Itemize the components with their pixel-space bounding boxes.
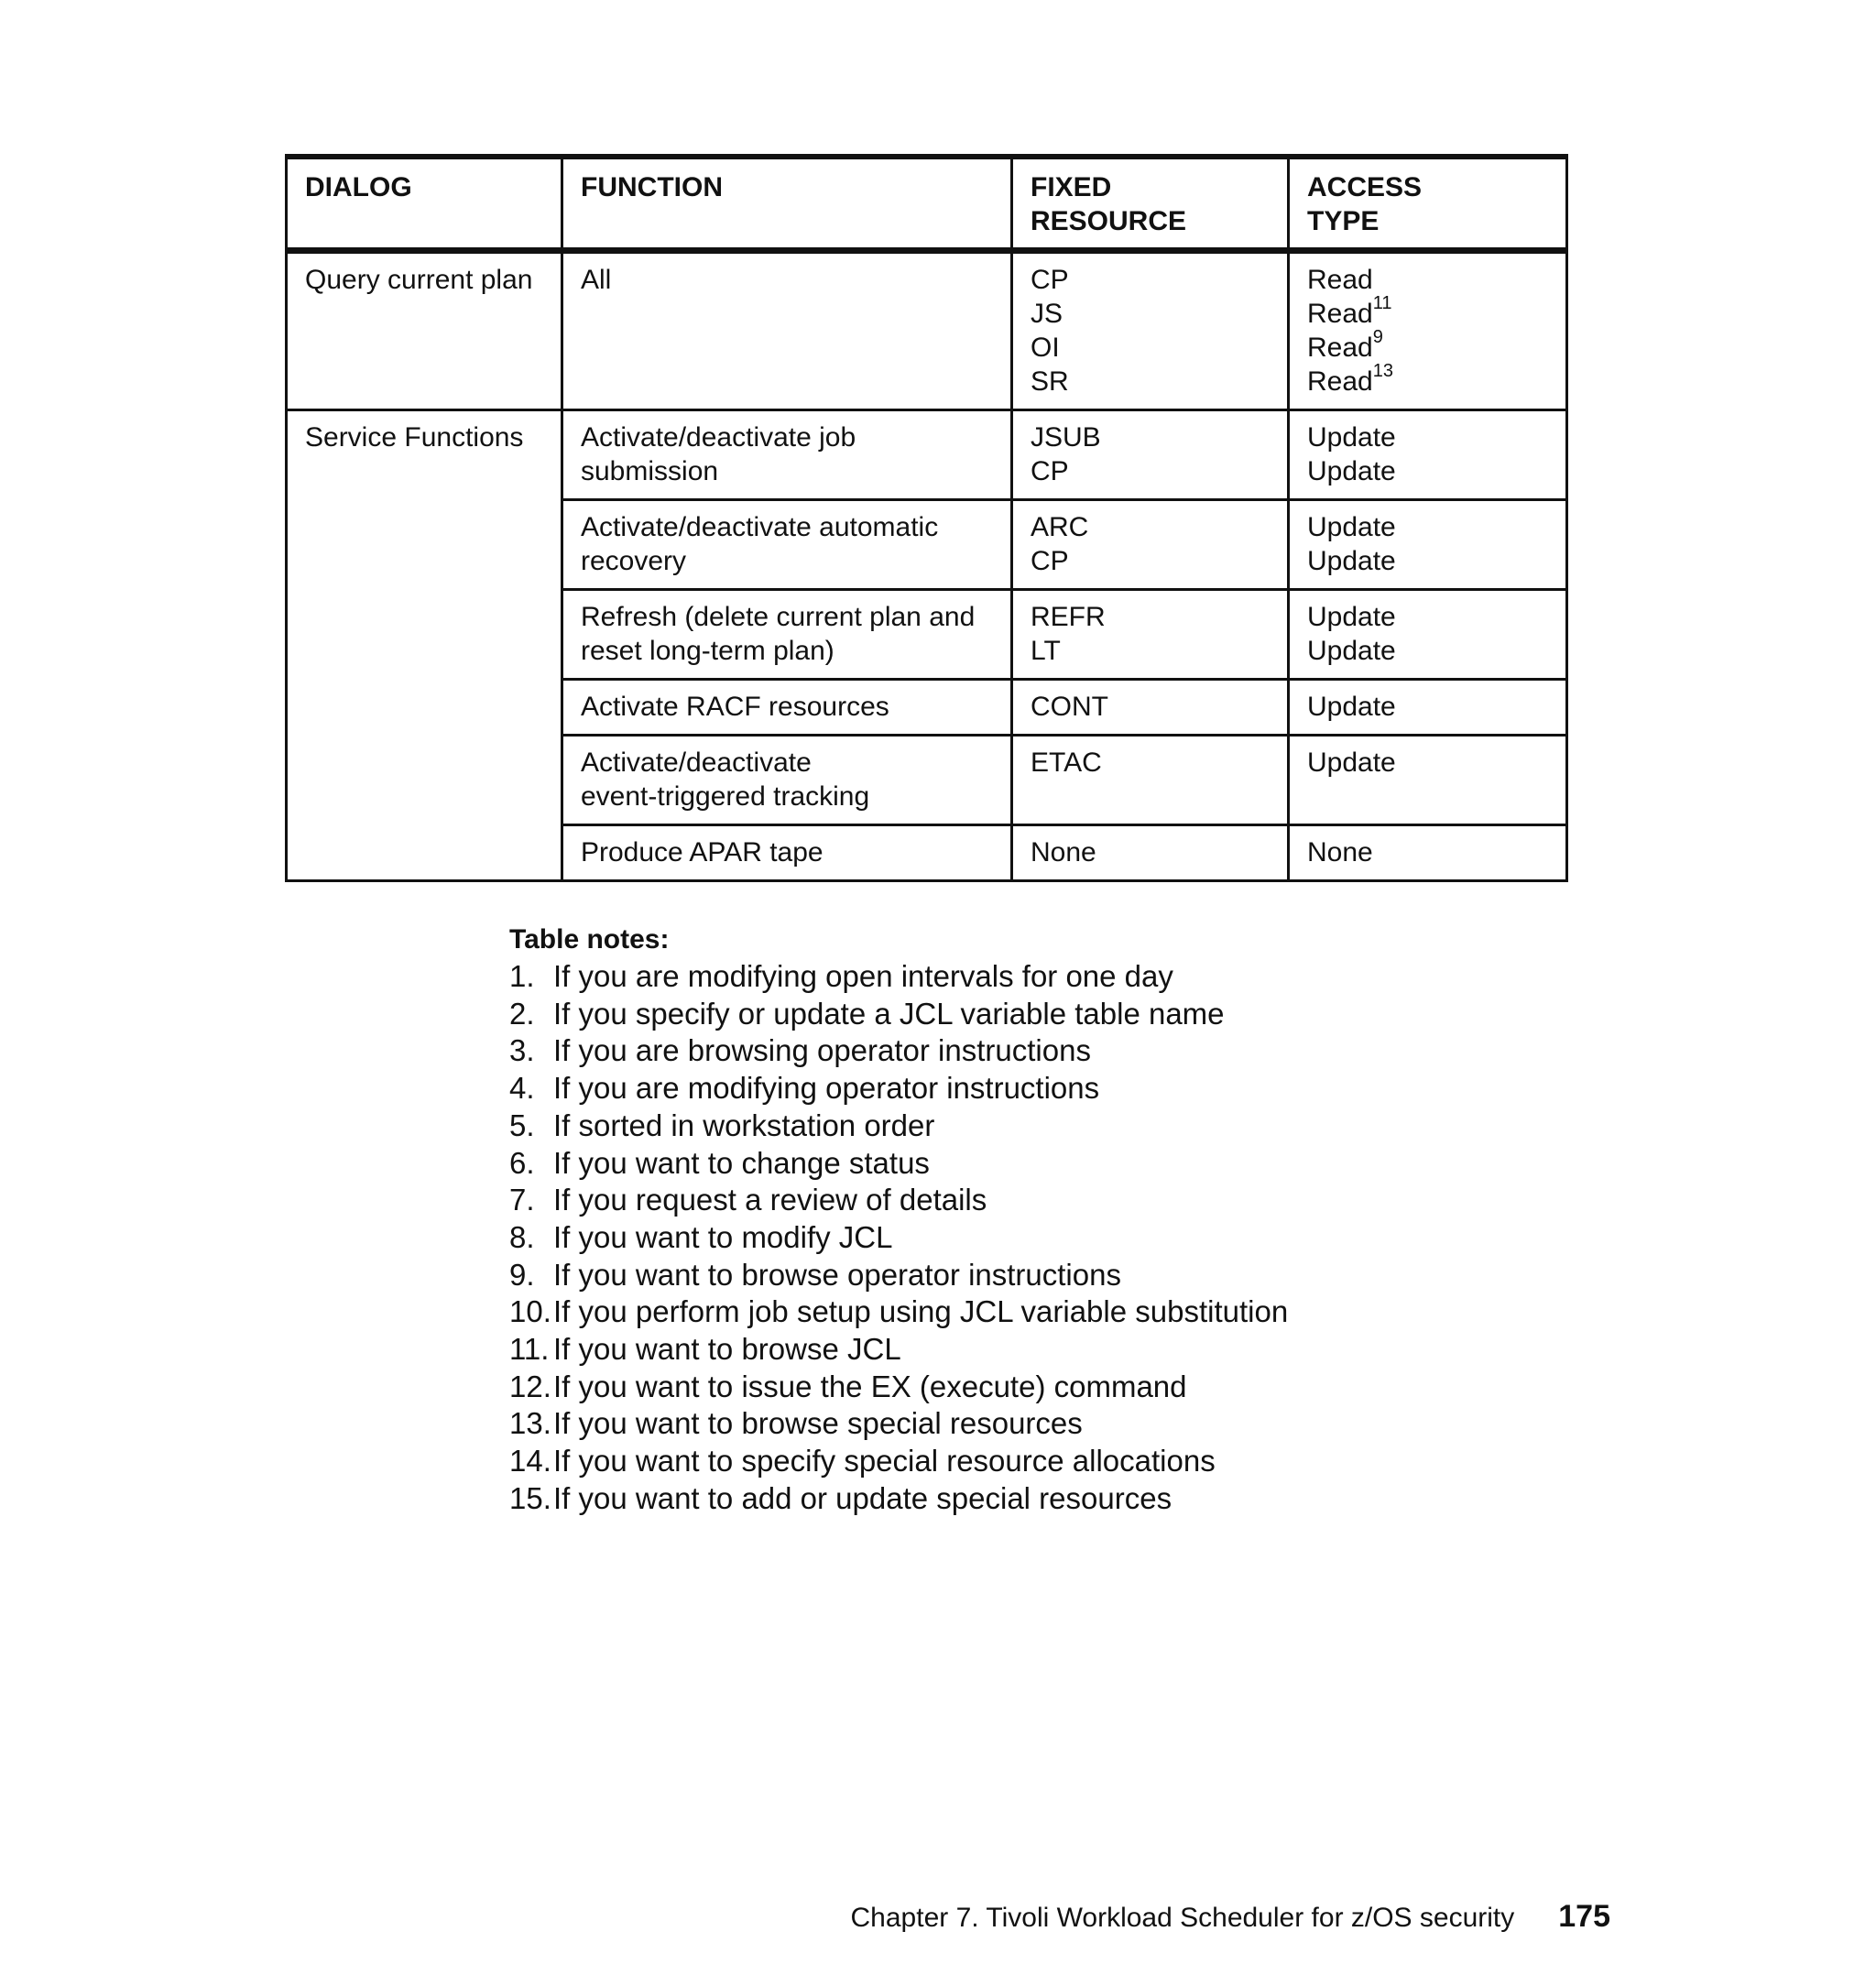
cell-fixed-resource xyxy=(1012,680,1289,736)
resource-name: CP xyxy=(1031,546,1069,576)
note-text: If you want to add or update special resources xyxy=(553,1480,1172,1515)
access-text: Read xyxy=(1307,299,1373,329)
header-fixed-resource xyxy=(1012,157,1289,251)
function-line: Activate/deactivate xyxy=(581,747,812,778)
note-text: If sorted in workstation order xyxy=(553,1108,935,1142)
resource-name: REFR xyxy=(1031,602,1106,632)
list-item xyxy=(509,996,1563,1033)
cell-fixed-resource xyxy=(1012,736,1289,825)
note-text: If you want to change status xyxy=(553,1145,930,1180)
access-text: Update xyxy=(1307,456,1396,486)
resource-name: OI xyxy=(1031,333,1060,363)
table-notes xyxy=(509,922,1563,1518)
cell-access-type xyxy=(1289,251,1567,410)
resource-name: JSUB xyxy=(1031,422,1101,453)
list-item xyxy=(509,1369,1563,1406)
function-line: Activate/deactivate automatic xyxy=(581,512,939,542)
page-number: 175 xyxy=(1558,1899,1610,1934)
list-item xyxy=(509,1331,1563,1369)
function-line: recovery xyxy=(581,546,687,576)
list-item xyxy=(509,1443,1563,1480)
cell-dialog xyxy=(287,251,562,410)
note-number: 15. xyxy=(509,1480,551,1515)
list-item xyxy=(509,1145,1563,1183)
note-text: If you specify or update a JCL variable table name xyxy=(553,996,1225,1031)
resource-name: CONT xyxy=(1031,692,1108,722)
cell-fixed-resource xyxy=(1012,500,1289,590)
note-number: 12. xyxy=(509,1369,551,1403)
cell-function xyxy=(562,251,1012,410)
header-dialog xyxy=(287,157,562,251)
cell-access-type xyxy=(1289,736,1567,825)
chapter-title: Chapter 7. Tivoli Workload Scheduler for z/OS security xyxy=(850,1903,1515,1933)
function-line: event-triggered tracking xyxy=(581,781,870,812)
header-fixed-resource-line2: RESOURCE xyxy=(1031,206,1187,236)
access-text: Read xyxy=(1307,333,1373,363)
table-row-service-functions xyxy=(287,410,1567,500)
header-row xyxy=(287,157,1567,251)
access-text: Update xyxy=(1307,692,1396,722)
cell-access-type xyxy=(1289,500,1567,590)
list-item xyxy=(509,1405,1563,1443)
function-line: Activate/deactivate job xyxy=(581,422,856,453)
note-text: If you want to modify JCL xyxy=(553,1219,893,1254)
cell-access-type xyxy=(1289,410,1567,500)
list-item xyxy=(509,1480,1563,1518)
note-text: If you want to browse operator instructions xyxy=(553,1257,1121,1292)
access-text: Update xyxy=(1307,602,1396,632)
note-text: If you want to browse JCL xyxy=(553,1332,901,1367)
cell-function xyxy=(562,500,1012,590)
list-item xyxy=(509,1293,1563,1331)
access-text: Read xyxy=(1307,366,1373,397)
resource-name: LT xyxy=(1031,636,1061,666)
note-number: 7. xyxy=(509,1183,535,1217)
resource-name: JS xyxy=(1031,299,1063,329)
table-row-query-current-plan xyxy=(287,251,1567,410)
function-line: Activate RACF resources xyxy=(581,692,889,722)
note-number: 2. xyxy=(509,996,535,1031)
header-access-type-line1: ACCESS xyxy=(1307,172,1423,202)
note-text: If you are browsing operator instructions xyxy=(553,1033,1091,1068)
note-number: 8. xyxy=(509,1219,535,1254)
access-text: Update xyxy=(1307,636,1396,666)
note-text: If you want to issue the EX (execute) command xyxy=(553,1369,1187,1403)
cell-access-type xyxy=(1289,680,1567,736)
list-item xyxy=(509,1219,1563,1257)
note-text: If you request a review of details xyxy=(553,1183,987,1217)
access-text: Update xyxy=(1307,512,1396,542)
resource-name: ETAC xyxy=(1031,747,1102,778)
note-text: If you perform job setup using JCL variable substitution xyxy=(553,1294,1289,1329)
function-line: Produce APAR tape xyxy=(581,837,823,868)
access-entry xyxy=(1307,263,1549,297)
table-header xyxy=(287,157,1567,251)
cell-access-type xyxy=(1289,825,1567,881)
cell-fixed-resource xyxy=(1012,251,1289,410)
cell-fixed-resource xyxy=(1012,410,1289,500)
function-line: submission xyxy=(581,456,719,486)
header-fixed-resource-line1: FIXED xyxy=(1031,172,1112,202)
note-number: 4. xyxy=(509,1071,535,1106)
table-notes-title: Table notes: xyxy=(509,924,670,955)
note-number: 13. xyxy=(509,1406,551,1441)
function-line: Refresh (delete current plan and xyxy=(581,602,976,632)
note-number: 9. xyxy=(509,1257,535,1292)
list-item xyxy=(509,1257,1563,1294)
cell-function xyxy=(562,590,1012,680)
access-text: Read xyxy=(1307,265,1373,295)
note-number: 10. xyxy=(509,1294,551,1329)
resource-name: SR xyxy=(1031,366,1069,397)
resource-name: None xyxy=(1031,837,1096,868)
function-line: reset long-term plan) xyxy=(581,636,834,666)
header-access-type xyxy=(1289,157,1567,251)
list-item xyxy=(509,1182,1563,1219)
note-number: 11. xyxy=(509,1332,550,1367)
note-number: 6. xyxy=(509,1145,535,1180)
note-reference: 13 xyxy=(1372,361,1393,381)
dialog-name: Service Functions xyxy=(305,422,524,453)
note-number: 3. xyxy=(509,1033,535,1068)
note-number: 5. xyxy=(509,1108,535,1142)
function-name: All xyxy=(581,265,612,295)
note-text: If you are modifying operator instructions xyxy=(553,1071,1100,1106)
access-entry xyxy=(1307,293,1549,331)
note-text: If you want to specify special resource allocations xyxy=(553,1444,1216,1479)
dialog-name: Query current plan xyxy=(305,265,533,295)
header-dialog-text: DIALOG xyxy=(305,172,412,202)
list-item xyxy=(509,1108,1563,1145)
header-function xyxy=(562,157,1012,251)
cell-function xyxy=(562,825,1012,881)
cell-fixed-resource xyxy=(1012,590,1289,680)
note-number: 1. xyxy=(509,959,535,993)
security-table xyxy=(285,154,1568,882)
note-number: 14. xyxy=(509,1444,551,1479)
access-text: Update xyxy=(1307,747,1396,778)
list-item xyxy=(509,958,1563,996)
list-item xyxy=(509,1032,1563,1070)
cell-function xyxy=(562,680,1012,736)
access-entry xyxy=(1307,327,1549,365)
access-text: Update xyxy=(1307,546,1396,576)
table-body xyxy=(287,251,1567,881)
note-reference: 11 xyxy=(1372,293,1392,313)
access-text: Update xyxy=(1307,422,1396,453)
resource-name: ARC xyxy=(1031,512,1089,542)
cell-function xyxy=(562,410,1012,500)
cell-function xyxy=(562,736,1012,825)
cell-fixed-resource xyxy=(1012,825,1289,881)
cell-dialog xyxy=(287,410,562,881)
note-text: If you are modifying open intervals for one day xyxy=(553,959,1173,993)
note-reference: 9 xyxy=(1372,327,1383,347)
resource-name: CP xyxy=(1031,456,1069,486)
header-function-text: FUNCTION xyxy=(581,172,723,202)
page-footer xyxy=(851,1900,1610,1935)
resource-name: CP xyxy=(1031,265,1069,295)
header-access-type-line2: TYPE xyxy=(1307,206,1380,236)
list-item xyxy=(509,1070,1563,1108)
access-entry xyxy=(1307,361,1549,398)
access-text: None xyxy=(1307,837,1373,868)
table-notes-list xyxy=(509,958,1563,1518)
note-text: If you want to browse special resources xyxy=(553,1406,1083,1441)
cell-access-type xyxy=(1289,590,1567,680)
